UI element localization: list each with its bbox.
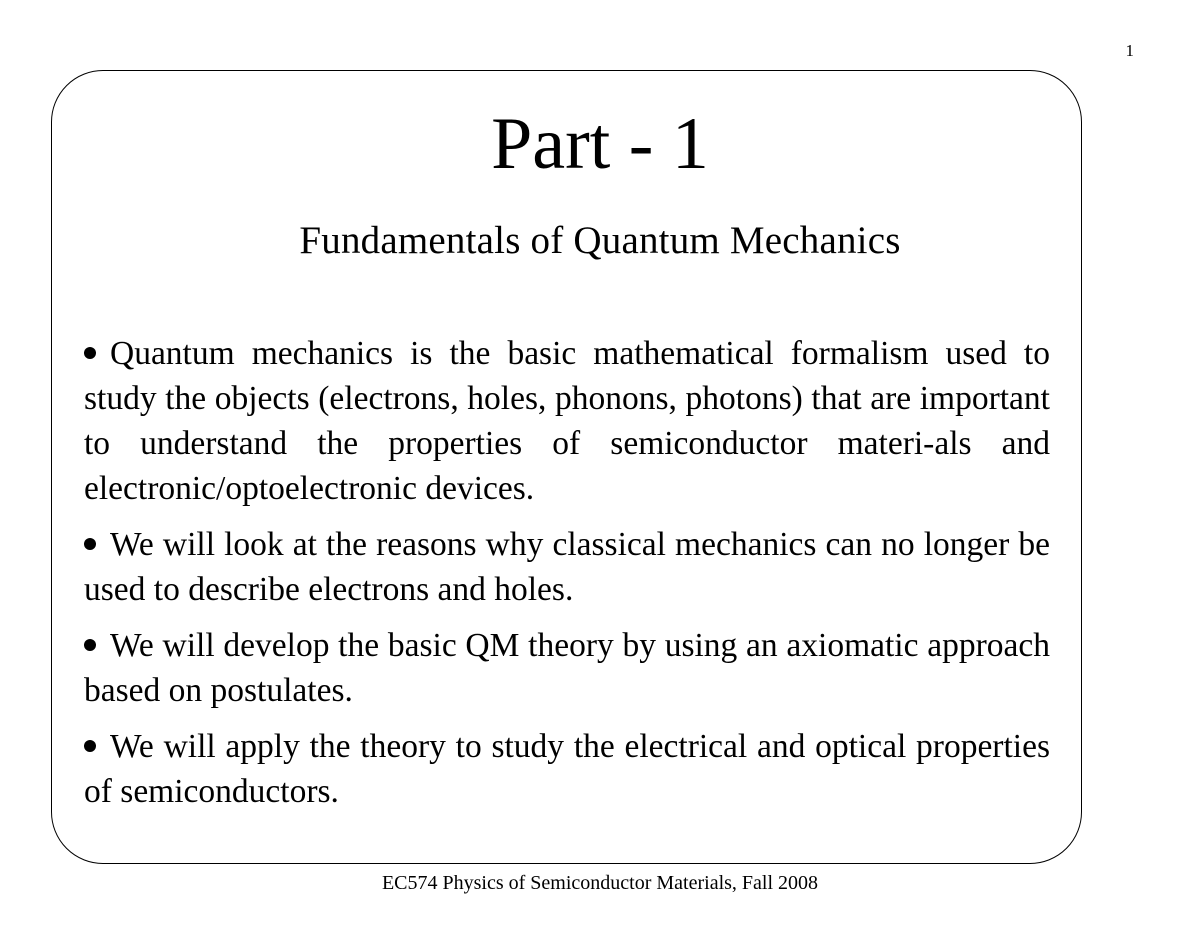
bullet-item [84, 623, 1050, 713]
bullet-dot-icon [84, 538, 96, 550]
bullet-text: We will look at the reasons why classical mechanics can no longer be used to describe electrons and holes. [84, 526, 1050, 608]
bullet-item [84, 522, 1050, 612]
bullet-dot-icon [84, 740, 96, 752]
bullet-dot-icon [84, 347, 96, 359]
bullet-text: We will develop the basic QM theory by using an axiomatic approach based on postulates. [84, 627, 1050, 709]
bullet-text: Quantum mechanics is the basic mathematical formalism used to study the objects (electrons, holes, phonons, photons) that are important to understand the properties of semiconductor materi-als and electronic/optoelectronic devices. [84, 335, 1050, 507]
slide-subtitle: Fundamentals of Quantum Mechanics [299, 219, 901, 262]
bullet-item [84, 724, 1050, 814]
slide-title: Part - 1 [491, 103, 709, 185]
bullet-item [84, 331, 1050, 511]
bullet-list [84, 331, 1050, 825]
page-number: 1 [1125, 41, 1134, 60]
bullet-text: We will apply the theory to study the electrical and optical properties of semiconductors. [84, 728, 1050, 810]
footer-text: EC574 Physics of Semiconductor Materials, Fall 2008 [381, 872, 819, 894]
bullet-dot-icon [84, 639, 96, 651]
